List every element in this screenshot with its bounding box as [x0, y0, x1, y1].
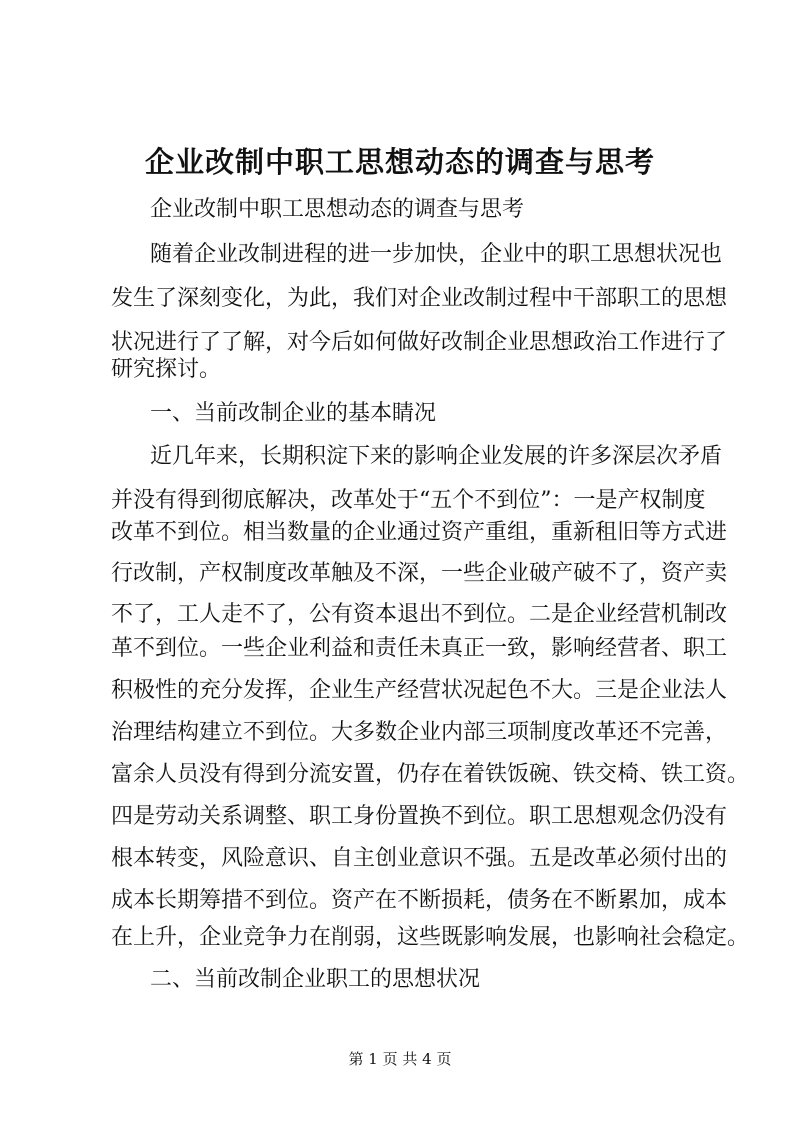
paragraph-line: 状况进行了了解，对今后如何做好改制企业思想政治工作进行了	[111, 330, 728, 355]
paragraph-line: 富余人员没有得到分流安置，仍存在着铁饭碗、铁交椅、铁工资。	[111, 762, 750, 787]
paragraph-line: 根本转变，风险意识、自主创业意识不强。五是改革必须付出的	[111, 846, 728, 871]
paragraph-line: 不了，工人走不了，公有资本退出不到位。二是企业经营机制改	[111, 602, 728, 627]
paragraph-line: 治理结构建立不到位。大多数企业内部三项制度改革还不完善，	[111, 720, 728, 745]
section-heading: 二、当前改制企业职工的思想状况	[150, 967, 481, 992]
paragraph-line: 研究探讨。	[111, 357, 222, 382]
paragraph-line: 并没有得到彻底解决，改革处于“五个不到位”：一是产权制度	[111, 488, 706, 513]
paragraph-line: 在上升，企业竞争力在削弱，这些既影响发展，也影响社会稳定。	[111, 925, 750, 950]
paragraph-line: 四是劳动关系调整、职工身份置换不到位。职工思想观念仍没有	[111, 804, 728, 829]
document-subtitle: 企业改制中职工思想动态的调查与思考	[150, 197, 525, 222]
paragraph-line: 行改制，产权制度改革触及不深，一些企业破产破不了，资产卖	[111, 561, 728, 586]
paragraph-line: 成本长期筹措不到位。资产在不断损耗，债务在不断累加，成本	[111, 888, 728, 913]
paragraph-line: 随着企业改制进程的进一步加快，企业中的职工思想状况也	[150, 242, 723, 267]
paragraph-line: 革不到位。一些企业利益和责任未真正一致，影响经营者、职工	[111, 636, 728, 661]
paragraph-line: 改革不到位。相当数量的企业通过资产重组，重新租旧等方式进	[111, 520, 728, 545]
paragraph-line: 发生了深刻变化，为此，我们对企业改制过程中干部职工的思想	[111, 286, 728, 311]
section-heading: 一、当前改制企业的基本睛况	[150, 401, 437, 426]
page-footer: 第 1 页 共 4 页	[348, 1050, 452, 1068]
document-title: 企业改制中职工思想动态的调查与思考	[144, 145, 655, 179]
paragraph-line: 积极性的充分发挥，企业生产经营状况起色不大。三是企业法人	[111, 678, 728, 703]
paragraph-line: 近几年来，长期积淀下来的影响企业发展的许多深层次矛盾	[150, 444, 723, 469]
